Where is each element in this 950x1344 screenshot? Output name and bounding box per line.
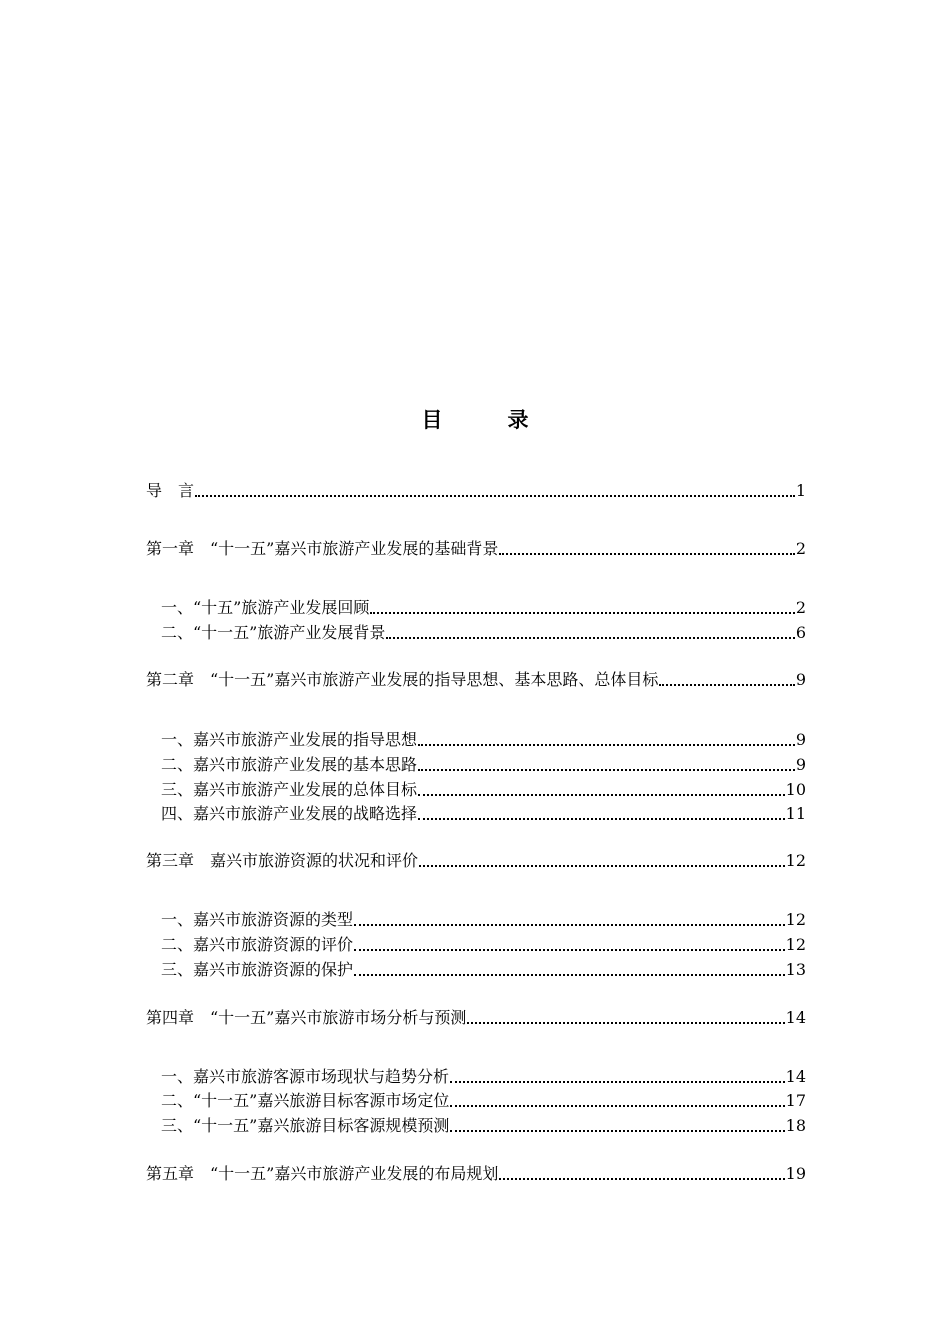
toc-title: 目 录 [421,407,551,432]
toc-entry-label: 二、嘉兴市旅游资源的评价 [161,935,354,954]
leader-dots [499,1178,784,1180]
leader-dots [354,924,785,926]
toc-entry-label: 第三章 嘉兴市旅游资源的状况和评价 [146,851,419,870]
toc-entry-page: 17 [785,1091,806,1110]
toc-entry[interactable] [161,960,806,980]
toc-entry-page: 2 [795,598,806,617]
leader-dots [467,1022,784,1024]
toc-entry[interactable] [146,851,806,871]
toc-entry-page: 19 [785,1164,806,1183]
toc-entry-label: 三、“十一五”嘉兴旅游目标客源规模预测 [161,1116,450,1135]
leader-dots [450,1081,785,1083]
toc-entry[interactable] [161,755,806,775]
toc-entry[interactable] [161,780,806,800]
toc-entry[interactable] [161,623,806,643]
toc-entry-page: 14 [785,1067,806,1086]
toc-entry-page: 10 [785,780,806,799]
toc-entry[interactable] [161,730,806,750]
toc-entry[interactable] [161,910,806,930]
toc-entry[interactable] [146,481,806,501]
toc-entry-label: 二、嘉兴市旅游产业发展的基本思路 [161,755,418,774]
toc-entry-label: 二、“十一五”嘉兴旅游目标客源市场定位 [161,1091,450,1110]
toc-entry-page: 9 [795,755,806,774]
toc-entry[interactable] [146,670,806,690]
leader-dots [418,744,795,746]
toc-entry-page: 9 [795,730,806,749]
toc-entry-label: 一、嘉兴市旅游产业发展的指导思想 [161,730,418,749]
toc-entry-page: 14 [785,1008,806,1027]
toc-entry-label: 一、“十五”旅游产业发展回顾 [161,598,370,617]
toc-entry-page: 12 [785,910,806,929]
leader-dots [354,974,785,976]
toc-entry-label: 三、嘉兴市旅游产业发展的总体目标 [161,780,418,799]
toc-entry-label: 四、嘉兴市旅游产业发展的战略选择 [161,804,418,823]
leader-dots [418,794,785,796]
toc-entry-page: 13 [785,960,806,979]
toc-entry[interactable] [161,1091,806,1111]
leader-dots [418,818,785,820]
toc-entry[interactable] [161,1116,806,1136]
leader-dots [450,1130,784,1132]
toc-entry-page: 1 [795,481,806,500]
toc-entry[interactable] [161,598,806,618]
toc-entry[interactable] [146,1164,806,1184]
toc-entry-label: 导 言 [146,481,195,500]
toc-entry-label: 一、嘉兴市旅游客源市场现状与趋势分析 [161,1067,450,1086]
toc-entry-label: 第五章 “十一五”嘉兴市旅游产业发展的布局规划 [146,1164,499,1183]
leader-dots [386,637,794,639]
toc-entry-label: 第四章 “十一五”嘉兴市旅游市场分析与预测 [146,1008,467,1027]
toc-entry-page: 12 [785,851,806,870]
toc-entry[interactable] [146,539,806,559]
toc-entry-label: 第二章 “十一五”嘉兴市旅游产业发展的指导思想、基本思路、总体目标 [146,670,659,689]
toc-entry[interactable] [146,1008,806,1028]
toc-entry[interactable] [161,804,806,824]
leader-dots [659,684,794,686]
toc-entry-label: 一、嘉兴市旅游资源的类型 [161,910,354,929]
leader-dots [195,495,795,497]
toc-entry[interactable] [161,935,806,955]
toc-entry-label: 三、嘉兴市旅游资源的保护 [161,960,354,979]
toc-entry-page: 12 [785,935,806,954]
toc-entry-page: 9 [795,670,806,689]
leader-dots [418,769,795,771]
toc-entry-page: 6 [795,623,806,642]
toc-entry-page: 2 [795,539,806,558]
toc-entry-label: 第一章 “十一五”嘉兴市旅游产业发展的基础背景 [146,539,499,558]
leader-dots [354,949,785,951]
toc-entry-label: 二、“十一五”旅游产业发展背景 [161,623,386,642]
leader-dots [419,865,785,867]
leader-dots [499,553,794,555]
leader-dots [370,612,794,614]
leader-dots [450,1105,784,1107]
toc-entry-page: 18 [785,1116,806,1135]
toc-entry-page: 11 [785,804,806,823]
toc-entry[interactable] [161,1067,806,1087]
